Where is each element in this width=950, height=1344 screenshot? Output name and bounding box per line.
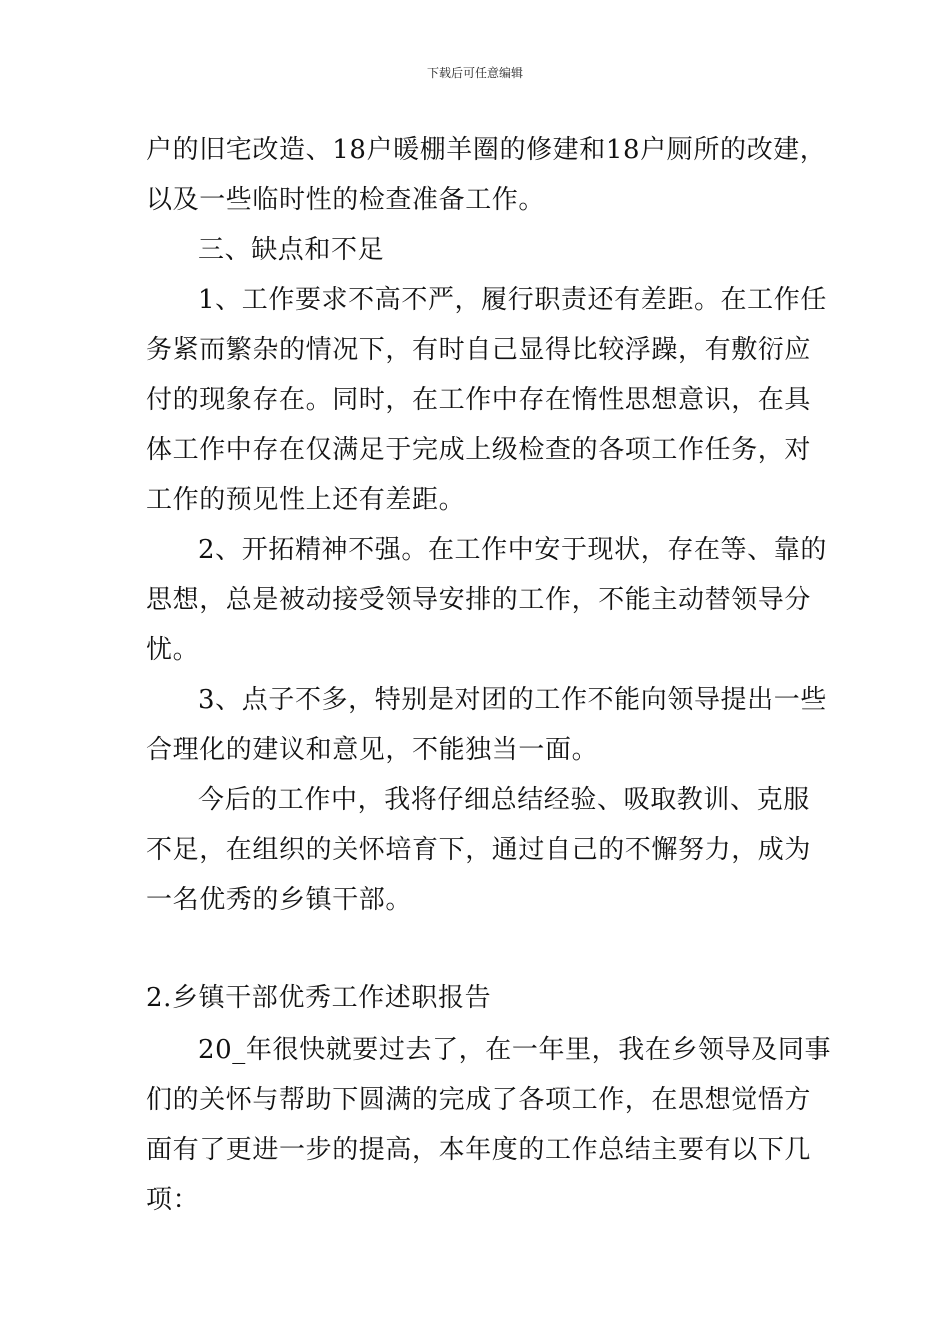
text-line: 忧。 (146, 635, 200, 665)
text-line: 今后的工作中，我将仔细总结经验、吸取教训、克服 (198, 785, 810, 815)
text-line: 项： (146, 1185, 200, 1215)
text-line: 思想，总是被动接受领导安排的工作，不能主动替领导分 (146, 585, 812, 615)
text-line: 3、点子不多，特别是对团的工作不能向领导提出一些 (198, 685, 827, 715)
text-line: 一名优秀的乡镇干部。 (146, 885, 413, 915)
text-line: 20_年很快就要过去了，在一年里，我在乡领导及同事 (198, 1035, 832, 1065)
text-line: 面有了更进一步的提高，本年度的工作总结主要有以下几 (146, 1135, 812, 1165)
text-line: 务紧而繁杂的情况下，有时自己显得比较浮躁，有敷衍应 (146, 335, 812, 365)
text-line: 以及一些临时性的检查准备工作。 (146, 185, 546, 215)
text-line: 户的旧宅改造、18户暖棚羊圈的修建和18户厕所的改建， (146, 135, 827, 165)
text-line: 合理化的建议和意见，不能独当一面。 (146, 735, 599, 765)
text-line: 不足，在组织的关怀培育下，通过自己的不懈努力，成为 (146, 835, 812, 865)
section-heading: 三、缺点和不足 (198, 235, 385, 265)
text-line: 工作的预见性上还有差距。 (146, 485, 466, 515)
text-line: 们的关怀与帮助下圆满的完成了各项工作，在思想觉悟方 (146, 1085, 812, 1115)
document-title: 2.乡镇干部优秀工作述职报告 (146, 983, 492, 1013)
text-line: 体工作中存在仅满足于完成上级检查的各项工作任务，对 (146, 435, 812, 465)
text-line: 2、开拓精神不强。在工作中安于现状，存在等、靠的 (198, 535, 827, 565)
text-line: 付的现象存在。同时，在工作中存在惰性思想意识，在具 (146, 385, 812, 415)
text-line: 1、工作要求不高不严，履行职责还有差距。在工作任 (198, 285, 827, 315)
page-header: 下载后可任意编辑 (426, 66, 523, 80)
